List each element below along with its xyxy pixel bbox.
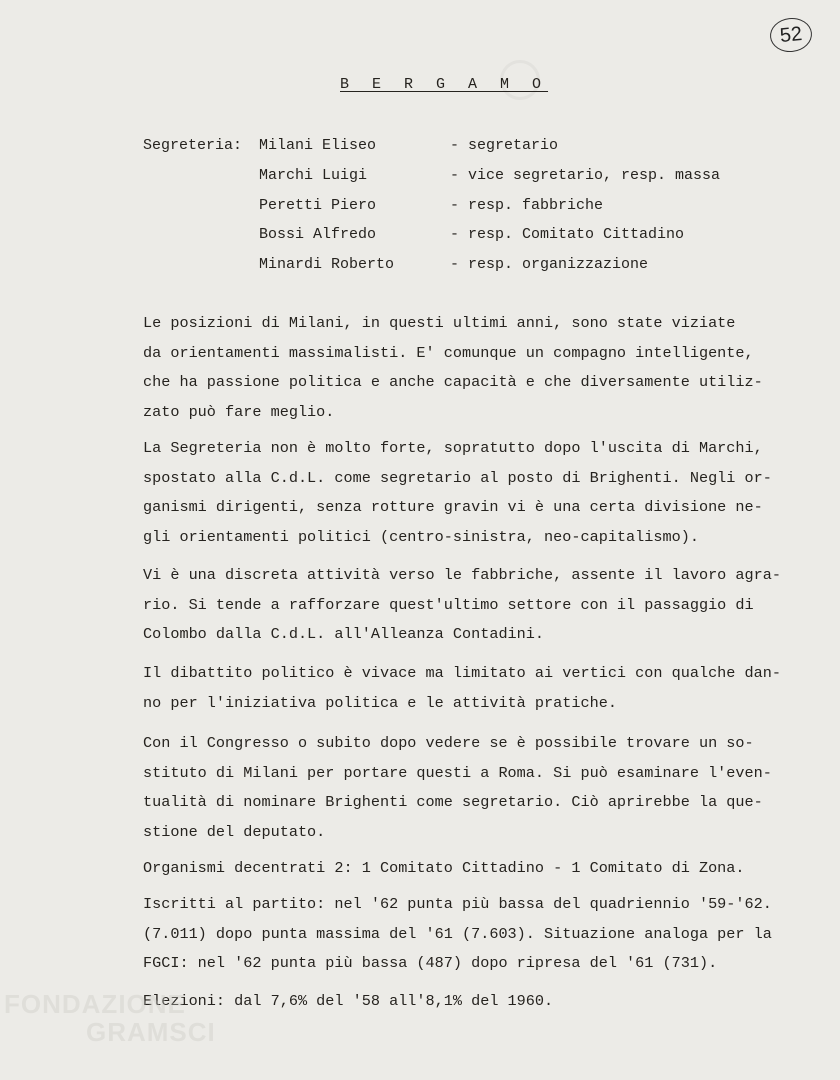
member-role: - resp. fabbriche: [450, 197, 604, 214]
text-line: Con il Congresso o subito dopo vedere se è possibile trovare un so-: [143, 734, 754, 752]
text-line: stituto di Milani per portare questi a Roma. Si può esaminare l'even-: [143, 763, 772, 782]
text-line: da orientamenti massimalisti. E' comunque un compagno intelligente,: [143, 343, 754, 362]
member-role: - vice segretario, resp. massa: [450, 167, 721, 184]
paragraph: [143, 890, 813, 979]
text-line: spostato alla C.d.L. come segretario al posto di Brighenti. Negli or-: [143, 468, 772, 487]
watermark-logo: [0, 985, 220, 1080]
paragraph: [143, 309, 813, 427]
text-line: Iscritti al partito: nel '62 punta più bassa del quadriennio '59-'62.: [143, 895, 772, 913]
text-line: Le posizioni di Milani, in questi ultimi anni, sono state viziate: [143, 314, 736, 332]
segreteria-member: [0, 223, 840, 247]
text-line: Organismi decentrati 2: 1 Comitato Cittadino - 1 Comitato di Zona.: [143, 859, 745, 877]
text-line: ganismi dirigenti, senza rotture gravin vi è una certa divisione ne-: [143, 498, 763, 516]
text-line: rio. Si tende a rafforzare quest'ultimo settore con il passaggio di: [143, 595, 754, 614]
text-line: tualità di nominare Brighenti come segretario. Ciò aprirebbe la que-: [143, 793, 763, 811]
text-line: Colombo dalla C.d.L. all'Alleanza Contadini.: [143, 625, 545, 643]
paragraph: [143, 561, 813, 650]
paragraph: [143, 434, 813, 552]
segreteria-member: [0, 194, 840, 218]
text-line: no per l'iniziativa politica e le attività pratiche.: [143, 693, 617, 712]
text-line: che ha passione politica e anche capacità e che diversamente utiliz-: [143, 373, 763, 391]
text-line: Elezioni: dal 7,6% del '58 all'8,1% del 1960.: [143, 992, 554, 1010]
member-role: - resp. Comitato Cittadino: [450, 226, 685, 243]
member-role: - segretario: [450, 137, 559, 154]
text-line: La Segreteria non è molto forte, sopratutto dopo l'uscita di Marchi,: [143, 439, 763, 457]
text-line: Vi è una discreta attività verso le fabbriche, assente il lavoro agra-: [143, 566, 781, 584]
text-line: Il dibattito politico è vivace ma limitato ai vertici con qualche dan-: [143, 664, 781, 682]
segreteria-member: [0, 253, 840, 277]
segreteria-label: Segreteria:: [143, 137, 243, 154]
member-name: Minardi Roberto: [259, 256, 395, 273]
watermark-line: GRAMSCI: [86, 1017, 216, 1047]
member-name: Marchi Luigi: [259, 167, 368, 184]
segreteria-member: [0, 134, 840, 158]
paragraph: [143, 729, 813, 847]
page-title: B E R G A M O: [340, 76, 549, 93]
text-line: zato può fare meglio.: [143, 402, 335, 421]
watermark-line: FONDAZIONE: [4, 989, 186, 1019]
member-name: Peretti Piero: [259, 197, 377, 214]
member-role: - resp. organizzazione: [450, 256, 649, 273]
text-line: gli orientamenti politici (centro-sinistra, neo-capitalismo).: [143, 527, 699, 546]
page-number: 52: [768, 16, 813, 54]
paragraph: [143, 854, 813, 884]
member-name: Milani Eliseo: [259, 137, 377, 154]
text-line: (7.011) dopo punta massima del '61 (7.603). Situazione analoga per la: [143, 924, 772, 943]
text-line: stione del deputato.: [143, 822, 326, 841]
paragraph: [143, 659, 813, 718]
paragraph: [143, 987, 813, 1017]
segreteria-member: [0, 164, 840, 188]
member-name: Bossi Alfredo: [259, 226, 377, 243]
text-line: FGCI: nel '62 punta più bassa (487) dopo ripresa del '61 (731).: [143, 954, 718, 972]
